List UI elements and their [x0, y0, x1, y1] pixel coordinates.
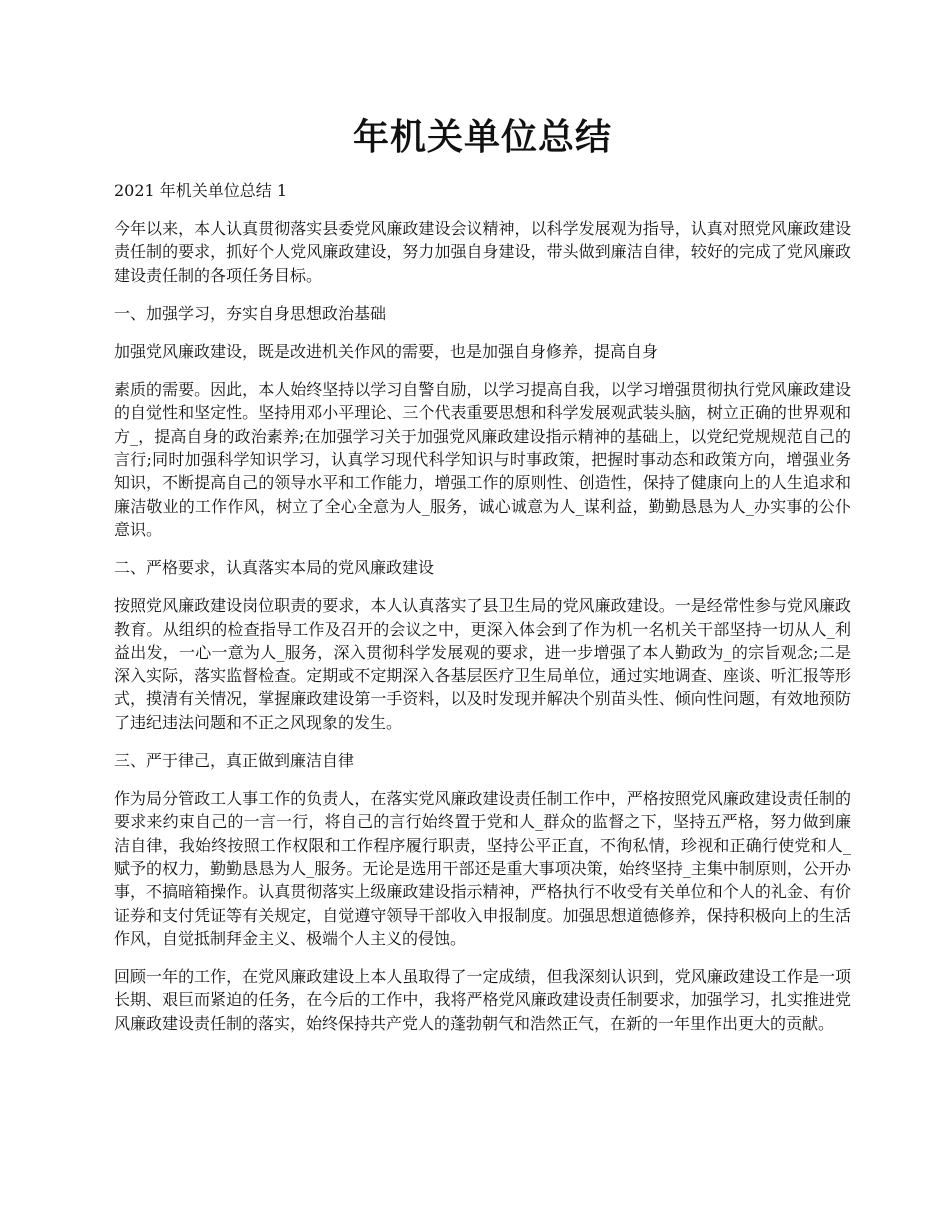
section-3-body-paragraph: 作为局分管政工人事工作的负责人，在落实党风廉政建设责任制工作中，严格按照党风廉政建设责任制的要求来约束自己的一言一行，将自己的言行始终置于党和人_群众的监督之下，坚持五严格，努力做到廉洁自律，我始终按照工作权限和工作程序履行职责，坚持公平正直，不徇私情，珍视和正确行使党和人_赋予的权力，勤勤恳恳为人_服务。无论是选用干部还是重大事项决策，始终坚持_主集中制原则，公开办事，不搞暗箱操作。认真贯彻落实上级廉政建设指示精神，严格执行不收受有关单位和个人的礼金、有价证券和支付凭证等有关规定，自觉遵守领导干部收入申报制度。加强思想道德修养，保持积极向上的生活作风，自觉抵制拜金主义、极端个人主义的侵蚀。	[114, 789, 851, 948]
document-title: 年机关单位总结	[352, 116, 612, 158]
section-1-lead-paragraph: 加强党风廉政建设，既是改进机关作风的需要，也是加强自身修养，提高自身	[114, 341, 659, 361]
section-1-body-paragraph: 素质的需要。因此，本人始终坚持以学习自警自励，以学习提高自我，以学习增强贯彻执行党风廉政建设的自觉性和坚定性。坚持用邓小平理论、三个代表重要思想和科学发展观武装头脑，树立正确的世界观和方_，提高自身的政治素养;在加强学习关于加强党风廉政建设指示精神的基础上，以党纪党规规范自己的言行;同时加强科学知识学习，认真学习现代科学知识与时事政策，把握时事动态和政策方向，增强业务知识，不断提高自己的领导水平和工作能力，增强工作的原则性、创造性，保持了健康向上的人生追求和廉洁敬业的工作作风，树立了全心全意为人_服务，诚心诚意为人_谋利益，勤勤恳恳为人_办实事的公仆意识。	[114, 380, 851, 539]
conclusion-paragraph: 回顾一年的工作，在党风廉政建设上本人虽取得了一定成绩，但我深刻认识到，党风廉政建设工作是一项长期、艰巨而紧迫的任务，在今后的工作中，我将严格党风廉政建设责任制要求，加强学习，扎实推进党风廉政建设责任制的落实，始终保持共产党人的蓬勃朝气和浩然正气，在新的一年里作出更大的贡献。	[114, 967, 851, 1033]
document-page	[114, 0, 851, 1035]
section-heading-1: 一、加强学习，夯实自身思想政治基础	[114, 303, 387, 323]
section-2-body-paragraph: 按照党风廉政建设岗位职责的要求，本人认真落实了县卫生局的党风廉政建设。一是经常性参与党风廉政教育。从组织的检查指导工作及召开的会议之中，更深入体会到了作为机一名机关干部坚持一切从人_利益出发，一心一意为人_服务，深入贯彻科学发展观的要求，进一步增强了本人勤政为_的宗旨观念;二是深入实际，落实监督检查。定期或不定期深入各基层医疗卫生局单位，通过实地调查、座谈、听汇报等形式，摸清有关情况，掌握廉政建设第一手资料，以及时发现并解决个别苗头性、倾向性问题，有效地预防了违纪违法问题和不正之风现象的发生。	[114, 596, 851, 732]
document-subtitle: 2021 年机关单位总结 1	[114, 181, 288, 200]
intro-paragraph: 今年以来，本人认真贯彻落实县委党风廉政建设会议精神，以科学发展观为指导，认真对照党风廉政建设责任制的要求，抓好个人党风廉政建设，努力加强自身建设，带头做到廉洁自律，较好的完成了党风廉政建设责任制的各项任务目标。	[114, 219, 851, 285]
section-heading-2: 二、严格要求，认真落实本局的党风廉政建设	[114, 558, 435, 578]
section-heading-3: 三、严于律己，真正做到廉洁自律	[114, 751, 355, 771]
